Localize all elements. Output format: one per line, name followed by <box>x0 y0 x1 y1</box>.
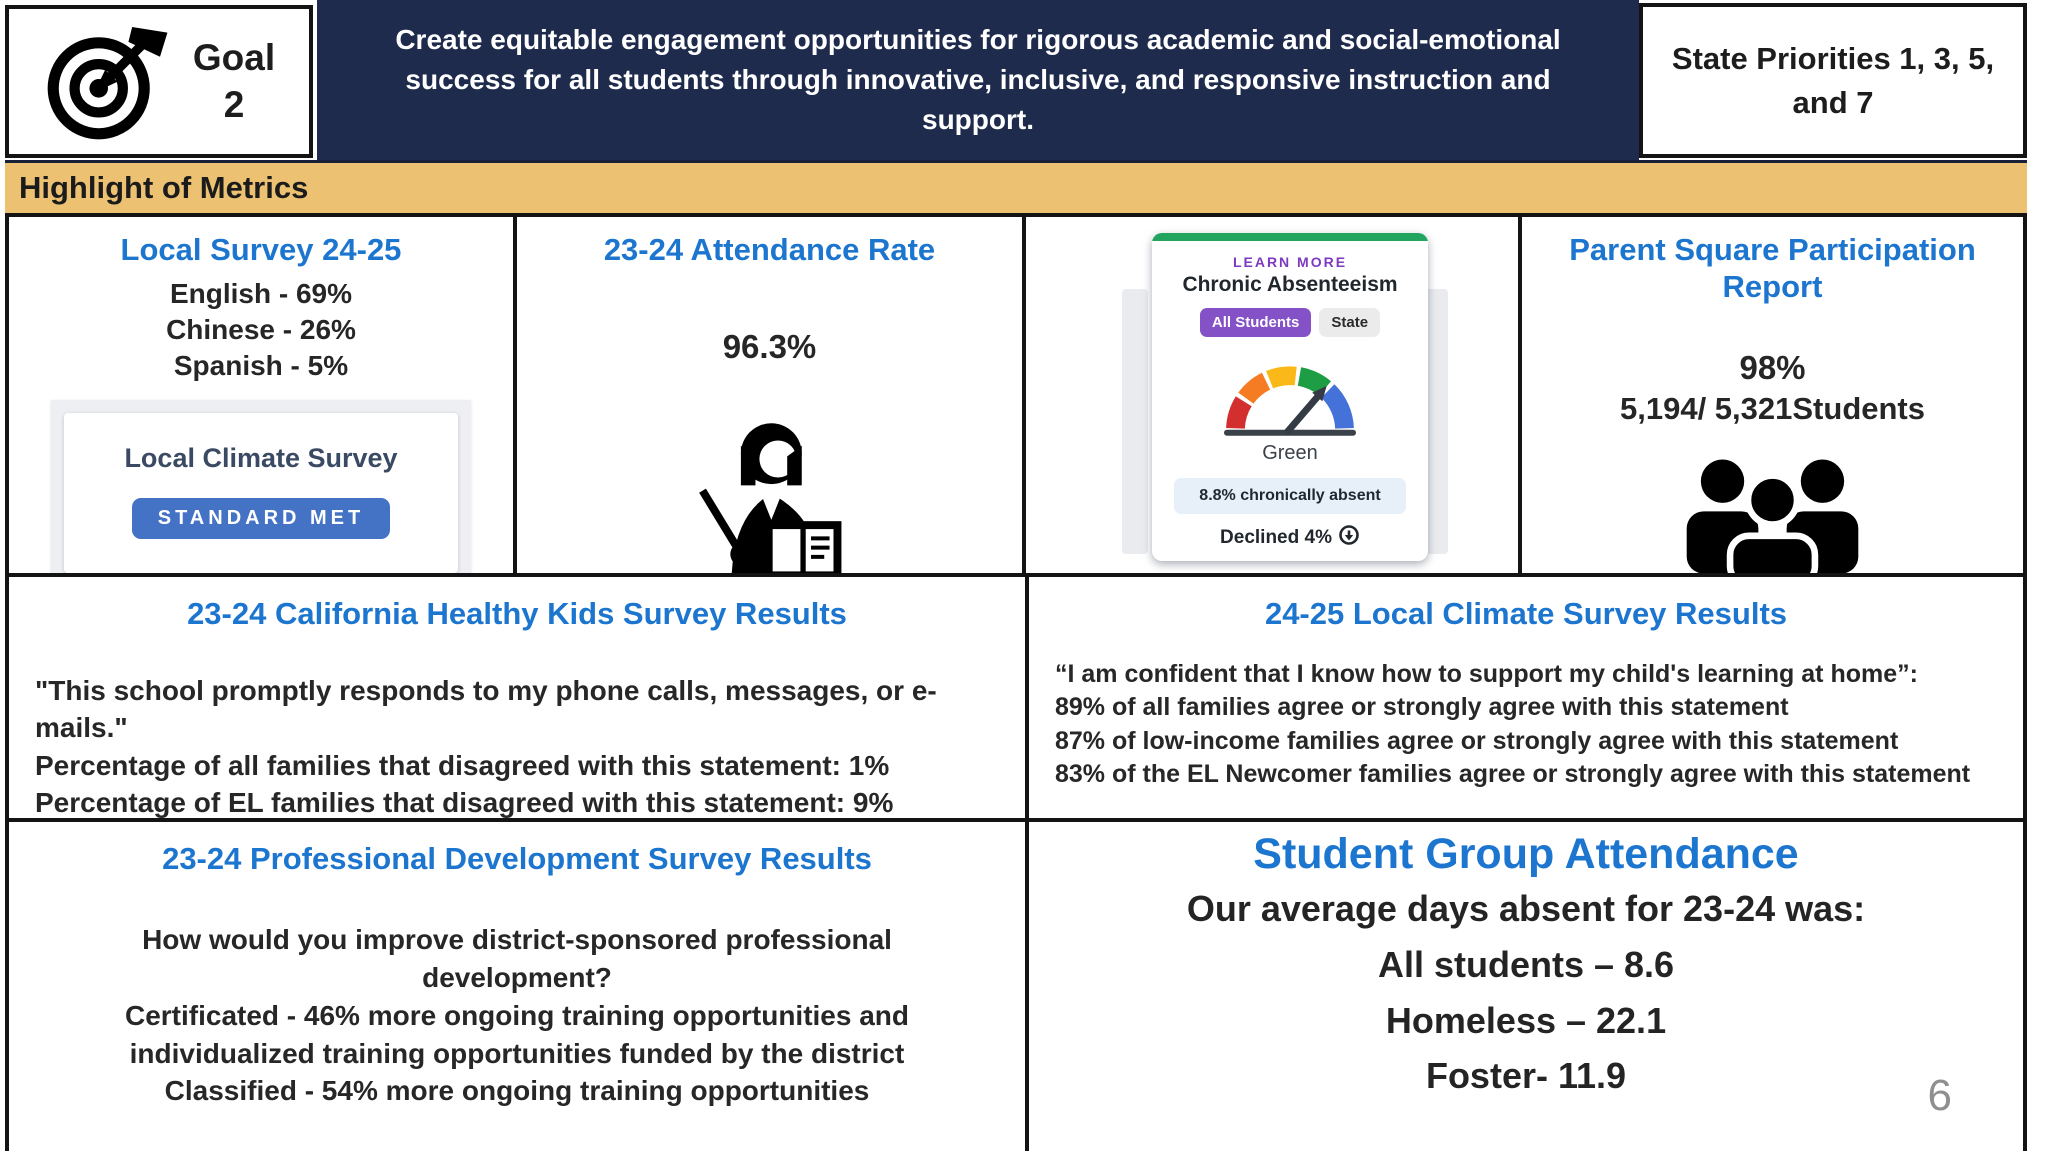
goal-statement-banner: Create equitable engagement opportunities for rigorous academic and social-emotional success for all students through innovative, inclusive, and responsive instruction and support. <box>317 0 1639 160</box>
climate-survey-line: 83% of the EL Newcomer families agree or strongly agree with this statement <box>1055 759 1971 788</box>
goal-box <box>5 5 313 158</box>
cell-pd-survey <box>9 822 1029 1151</box>
parent-square-detail: 5,194/ 5,321Students <box>1620 391 1925 427</box>
attendance-rate-value: 96.3% <box>722 328 817 366</box>
people-group-icon <box>1670 570 1875 573</box>
cell-student-group-attendance <box>1029 822 2027 1151</box>
student-attendance-line: Homeless – 22.1 <box>1385 999 1667 1041</box>
student-attendance-title: Student Group Attendance <box>1253 830 1799 878</box>
trend-label: Declined 4% <box>1220 527 1332 548</box>
learn-more-link[interactable]: LEARN MORE <box>1232 254 1348 270</box>
attendance-rate-title: 23-24 Attendance Rate <box>603 232 936 267</box>
section-title: Highlight of Metrics <box>19 170 309 205</box>
pd-survey-line: How would you improve district-sponsored professional development? <box>142 924 892 993</box>
climate-survey-title: 24-25 Local Climate Survey Results <box>1264 596 1788 631</box>
local-climate-survey-card <box>51 400 471 573</box>
pd-survey-line: Classified - 54% more ongoing training opportunities <box>164 1075 870 1107</box>
local-survey-title: Local Survey 24-25 <box>120 232 402 267</box>
healthy-kids-line: "This school promptly responds to my phone calls, messages, or e-mails." <box>35 675 937 744</box>
chronic-absenteeism-card <box>1152 233 1428 561</box>
card-top-green-bar <box>1152 233 1428 241</box>
cell-healthy-kids <box>9 577 1029 818</box>
tab-all-students[interactable]: All Students <box>1200 308 1312 337</box>
cell-chronic-absenteeism <box>1026 217 1522 573</box>
chronically-absent-stat: 8.8% chronically absent <box>1174 478 1406 514</box>
climate-survey-line: “I am confident that I know how to support my child's learning at home”: <box>1055 660 1918 689</box>
page-number: 6 <box>1927 1071 1952 1120</box>
standard-met-button[interactable]: STANDARD MET <box>132 498 391 539</box>
cell-parent-square <box>1522 217 2027 573</box>
local-climate-survey-card-title: Local Climate Survey <box>124 442 398 473</box>
climate-survey-line: 89% of all families agree or strongly agree with this statement <box>1055 693 1789 722</box>
state-priorities-box: State Priorities 1, 3, 5, and 7 <box>1639 3 2027 158</box>
local-survey-line: English - 69% <box>169 278 353 310</box>
parent-square-title: Parent Square Participation Report <box>1569 232 1976 305</box>
tab-state[interactable]: State <box>1319 308 1380 337</box>
parent-square-value: 98% <box>1739 349 1806 387</box>
trend-row[interactable] <box>1152 524 1428 552</box>
goal-label: Goal 2 <box>192 37 276 125</box>
climate-survey-line: 87% of low-income families agree or strongly agree with this statement <box>1055 726 1899 755</box>
healthy-kids-title: 23-24 California Healthy Kids Survey Results <box>187 596 847 631</box>
carousel-card-left-edge <box>1122 289 1148 554</box>
cell-attendance-rate <box>517 217 1026 573</box>
student-attendance-line: Our average days absent for 23-24 was: <box>1186 888 1866 929</box>
healthy-kids-line: Percentage of all families that disagreed with this statement: 1% <box>35 749 890 781</box>
target-icon <box>43 14 173 149</box>
local-survey-line: Chinese - 26% <box>166 314 356 346</box>
cell-local-survey <box>9 217 517 573</box>
circle-arrow-down-icon <box>1338 524 1360 552</box>
teacher-icon <box>684 569 856 573</box>
chronic-absenteeism-title: Chronic Absenteeism <box>1182 273 1398 296</box>
metrics-table <box>5 217 2027 1151</box>
performance-gauge <box>1204 345 1376 437</box>
pd-survey-title: 23-24 Professional Development Survey Results <box>162 841 872 876</box>
pd-survey-line: Certificated - 46% more ongoing training opportunities and individualized training opportunities funded by the district <box>124 999 910 1069</box>
cell-climate-survey <box>1029 577 2027 818</box>
gauge-status-label: Green <box>1262 442 1318 464</box>
healthy-kids-line: Percentage of EL families that disagreed with this statement: 9% <box>35 786 894 818</box>
student-attendance-line: Foster- 11.9 <box>1425 1055 1627 1097</box>
section-bar <box>5 160 2027 217</box>
local-survey-line: Spanish - 5% <box>173 349 349 381</box>
student-attendance-line: All students – 8.6 <box>1377 943 1675 985</box>
